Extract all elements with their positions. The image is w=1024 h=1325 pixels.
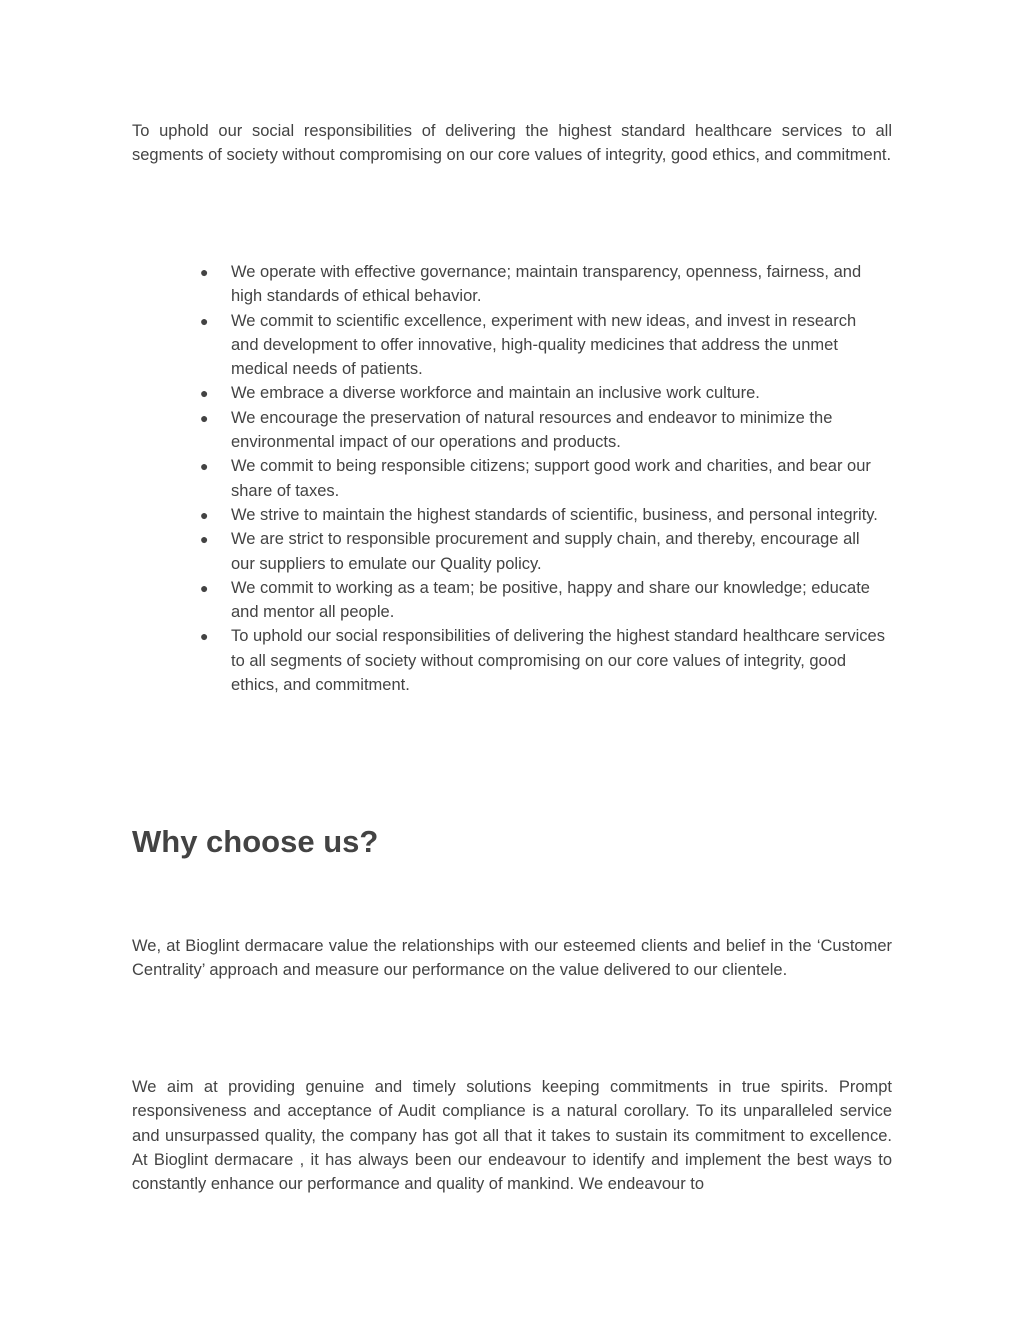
why-paragraph-1: We, at Bioglint dermacare value the relationships with our esteemed clients and belief in the ‘Customer Centrality’ approach and measure our performance on the value delivered to our clientele. xyxy=(132,937,892,980)
list-item-text: We commit to scientific excellence, experiment with new ideas, and invest in research and development to offer innovative, high-quality medicines that address the unmet medical needs of patients. xyxy=(231,311,857,379)
intro-paragraph: To uphold our social responsibilities of delivering the highest standard healthcare services to all segments of society without compromising on our core values of integrity, good ethics, and commitment. xyxy=(132,122,892,165)
bullet-icon: ● xyxy=(200,506,209,523)
list-item xyxy=(132,260,892,309)
list-item-text: We encourage the preservation of natural resources and endeavor to minimize the environmental impact of our operations and products. xyxy=(231,408,833,452)
list-item-text: We are strict to responsible procurement and supply chain, and thereby, encourage all our suppliers to emulate our Quality policy. xyxy=(231,530,860,573)
list-item xyxy=(132,576,892,625)
list-item-text: We strive to maintain the highest standards of scientific, business, and personal integrity. xyxy=(231,505,878,524)
list-item-text: We commit to being responsible citizens; support good work and charities, and bear our share of taxes. xyxy=(231,457,871,500)
bullet-icon: ● xyxy=(200,312,209,329)
bullet-icon: ● xyxy=(200,264,209,280)
list-item xyxy=(132,503,892,527)
why-paragraph-2: We aim at providing genuine and timely solutions keeping commitments in true spirits. Prompt responsiveness and acceptance of Audit compliance is a natural corollary. To its unparalleled service and unsurpassed quality, the company has got all that it takes to sustain its commitment to excellence. At Bioglint dermacare , it has always been our endeavour to identify and implement the best ways to constantly enhance our performance and quality of mankind. We endeavour to xyxy=(132,1078,892,1194)
list-item-text: We embrace a diverse workforce and maintain an inclusive work culture. xyxy=(231,384,760,403)
list-item-text: We operate with effective governance; maintain transparency, openness, fairness, and high standards of ethical behavior. xyxy=(231,263,862,306)
list-item-text: To uphold our social responsibilities of delivering the highest standard healthcare services to all segments of society without compromising on our core values of integrity, good ethics, and commitment. xyxy=(231,627,885,695)
list-item xyxy=(132,527,892,576)
list-item xyxy=(132,381,892,405)
bullet-icon: ● xyxy=(200,458,209,475)
list-item xyxy=(132,624,892,697)
list-item xyxy=(132,454,892,503)
section-heading: Why choose us? xyxy=(132,824,379,859)
bullet-icon: ● xyxy=(200,385,209,402)
list-item xyxy=(132,406,892,455)
bullet-icon: ● xyxy=(200,628,209,645)
list-item-text: We commit to working as a team; be positive, happy and share our knowledge; educate and mentor all people. xyxy=(231,578,870,622)
values-list xyxy=(132,260,892,697)
bullet-icon: ● xyxy=(200,409,209,426)
bullet-icon: ● xyxy=(200,531,209,548)
list-item xyxy=(132,309,892,382)
bullet-icon: ● xyxy=(200,579,209,596)
